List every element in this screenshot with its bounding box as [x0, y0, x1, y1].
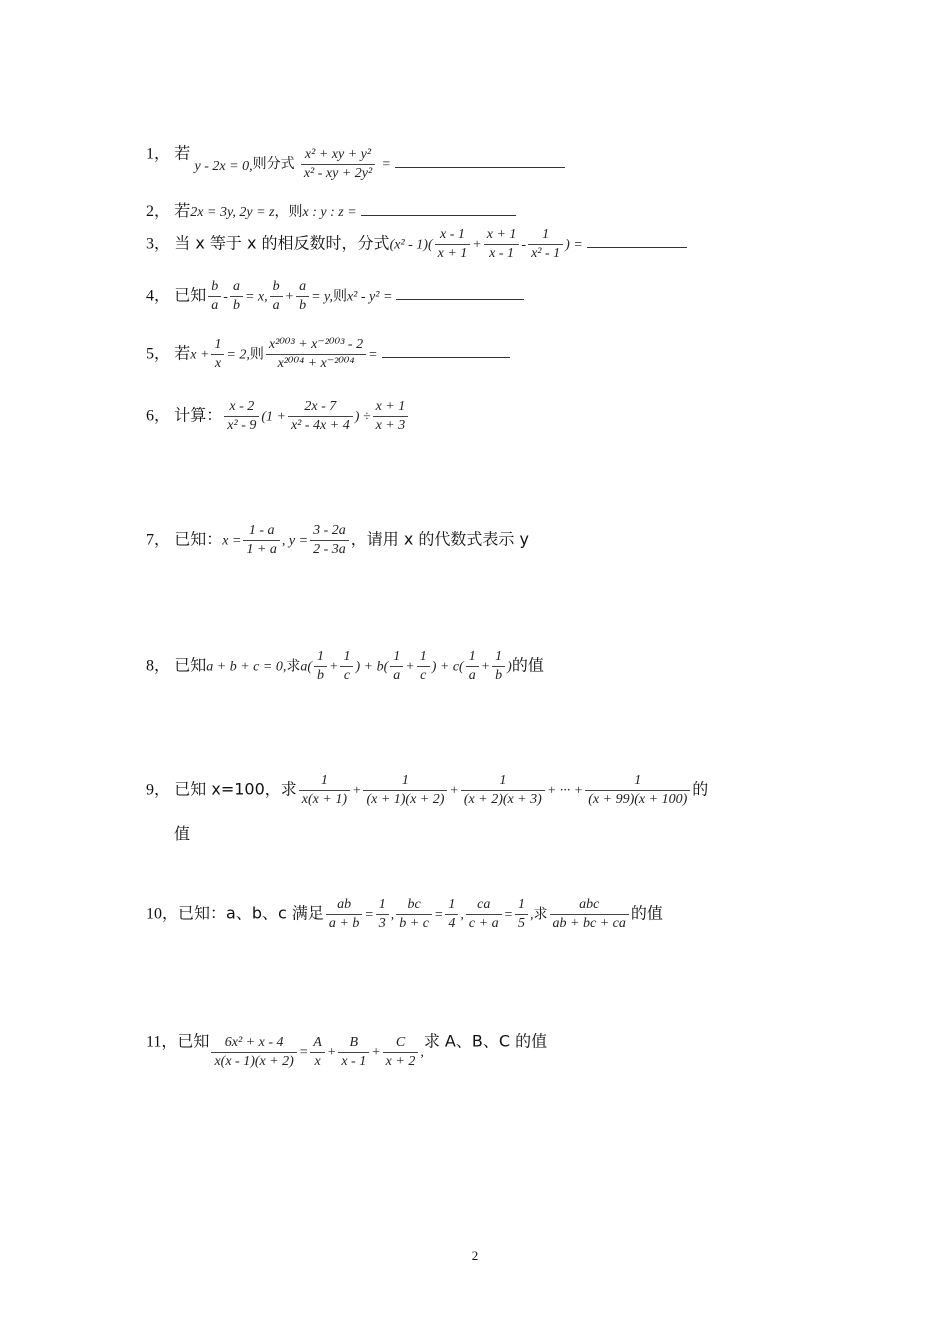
question-7: 7， 已知：x = $\frac{1 - a}{1 + a}$ , y = $\frac{3 - 2a}{2 - 3a}$ ，请用 x 的代数式表示 y — [146, 523, 529, 557]
fraction: $\frac{\text{x² + xy + y²}}{\text{x² - xy + 2y²}}$ — [301, 148, 375, 181]
question-3: 3， 当 x 等于 x 的相反数时，分式(x² - 1)( $\frac{x - 1}{x + 1}$ + $\frac{x + 1}{x - 1}$ - $\frac{1}{\text{x² - 1}}$ ) = — [146, 228, 687, 261]
question-2: 2， 若2x = 3y, 2y = z，则x : y : z = — [146, 202, 516, 220]
question-4: 4， 已知 $\frac{b}{a}$ - $\frac{a}{b}$ = x, $\frac{b}{a}$ + $\frac{a}{b}$ = y,则x² - y² = — [146, 280, 524, 313]
answer-blank[interactable] — [587, 246, 687, 248]
answer-blank[interactable] — [361, 214, 516, 216]
question-10: 10，已知：a、b、c 满足 $\frac{ab}{a + b}$ = $\frac{1}{3}$ , $\frac{bc}{b + c}$ = $\frac{1}{4}$ , $\frac{ca}{c + a}$ = $\frac{1}{5}$ ,求 $\frac{\text{abc}}{ab + bc + ca}$ 的值 — [146, 897, 663, 931]
question-8: 8， 已知a + b + c = 0,求a( $\frac{1}{b}$ + $\frac{1}{c}$ ) + b( $\frac{1}{a}$ + $\frac{1}{c}$ ) + c( $\frac{1}{a}$ + $\frac{1}{b}$ )的值 — [146, 649, 544, 683]
answer-blank[interactable] — [382, 356, 510, 358]
question-11: 11，已知 $\frac{\text{6x² + x - 4}}{x(x - 1)(x + 2)}$ $_=$ $\frac{A}{x}$ $_+$ $\frac{B}{x - 1}$ $_+$ $\frac{C}{x + 2}$ $_,$求 A、B、C 的值 — [146, 1031, 548, 1069]
question-9-continuation: 值 — [174, 824, 191, 843]
answer-blank[interactable] — [395, 166, 565, 168]
question-1: 1， 若 $_{y - 2x = 0,则分式}$ $\frac{\text{x² + xy + y²}}{\text{x² - xy + 2y²}}$ $_=$ — [146, 138, 565, 171]
question-6: 6， 计算： $\frac{x - 2}{\text{x² - 9}}$ (1 + $\frac{2x - 7}{\text{x² - 4x + 4}}$ ) ÷ $\frac{x + 1}{x + 3}$ — [146, 400, 410, 433]
answer-blank[interactable] — [396, 298, 524, 300]
question-5: 5， 若x + $\frac{1}{x}$ = 2,则 $\frac{\text{x²⁰⁰³ + x⁻²⁰⁰³ - 2}}{\text{x²⁰⁰⁴ + x⁻²⁰⁰⁴}}$ = — [146, 338, 510, 371]
question-9: 9， 已知 x=100，求 $\frac{1}{x(x + 1)}$ + $\frac{1}{(x + 1)(x + 2)}$ + $\frac{1}{(x + 2)(x + 3)}$ + ··· + $\frac{1}{(x + 99)(x + 100)}$ 的 — [146, 773, 709, 807]
page-number: 2 — [471, 1248, 479, 1263]
